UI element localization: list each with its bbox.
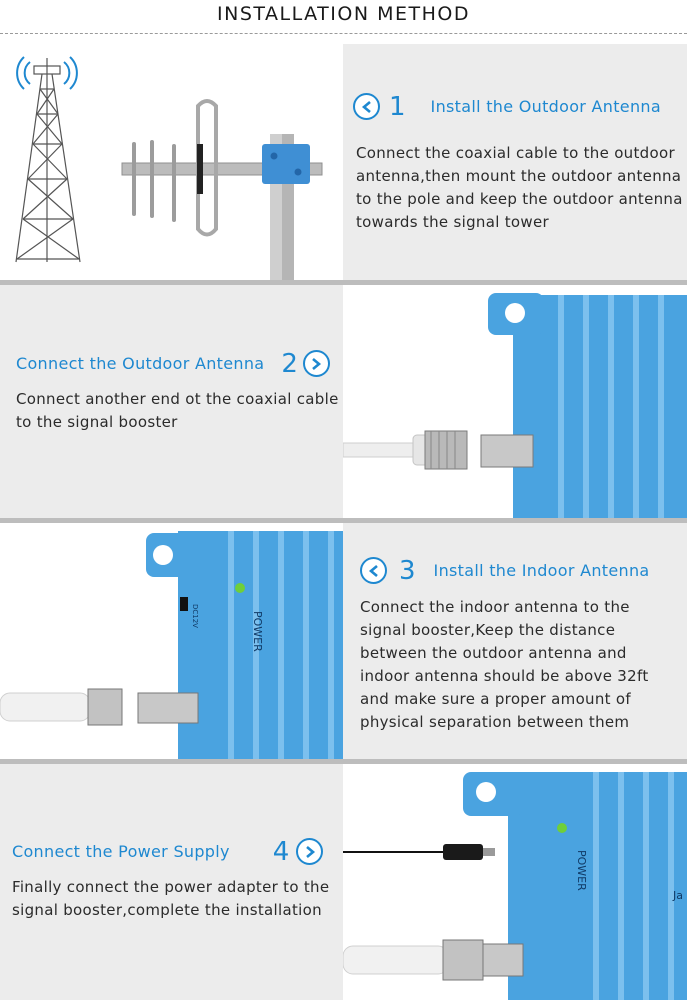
outdoor-connection-photo <box>343 285 687 518</box>
step-3-title: Install the Indoor Antenna <box>433 561 650 580</box>
arrow-right-circle-icon <box>303 350 330 377</box>
step-2-heading <box>16 350 330 377</box>
step-4-section <box>0 764 687 1000</box>
step-1-number: 1 <box>389 91 406 122</box>
arrow-right-circle-icon <box>296 838 323 865</box>
page-header <box>0 0 687 40</box>
step-1-heading <box>353 93 661 120</box>
tower-antenna-graphic <box>0 44 343 280</box>
power-connection-photo <box>343 764 687 1000</box>
brand-fragment: Ja <box>673 889 683 902</box>
step-4-description: Finally connect the power adapter to the signal booster,complete the installation <box>12 878 330 919</box>
step-2-number: 2 <box>281 348 298 379</box>
step-1-description: Connect the coaxial cable to the outdoor antenna,then mount the outdoor antenna to the pole and keep the outdoor antenna towards the signal tower <box>356 144 683 231</box>
step-4-number: 4 <box>272 836 290 867</box>
arrow-left-circle-icon <box>353 93 380 120</box>
step-4-heading <box>12 838 323 865</box>
arrow-left-circle-icon <box>360 557 387 584</box>
step-3-heading <box>360 557 650 584</box>
power-label: POWER <box>575 850 588 891</box>
step-4-text-panel <box>0 764 343 1000</box>
step-2-section <box>0 285 687 518</box>
booster-power-port-graphic <box>343 764 687 1000</box>
power-label: POWER <box>251 611 264 652</box>
step-4-title: Connect the Power Supply <box>12 842 230 861</box>
step-1-text-panel <box>343 44 687 280</box>
booster-indoor-port-graphic <box>0 523 343 759</box>
header-dashed-rule <box>0 33 687 34</box>
step-3-number: 3 <box>399 555 416 586</box>
step-3-text-panel <box>343 523 687 759</box>
tower-antenna-illustration <box>0 44 343 280</box>
dc-label: DC12V <box>191 604 199 628</box>
step-3-section <box>0 523 687 759</box>
page-title: INSTALLATION METHOD <box>217 3 470 25</box>
step-2-description: Connect another end ot the coaxial cable to the signal booster <box>16 390 339 431</box>
step-2-text-panel <box>0 285 343 518</box>
step-1-title: Install the Outdoor Antenna <box>430 97 661 116</box>
booster-outdoor-port-graphic <box>343 285 687 518</box>
indoor-connection-photo <box>0 523 343 759</box>
step-1-section <box>0 44 687 280</box>
step-3-description: Connect the indoor antenna to the signal booster,Keep the distance between the outdoor antenna and indoor antenna should be above 32ft and make sure a proper amount of physical separation between them <box>360 598 649 731</box>
step-2-title: Connect the Outdoor Antenna <box>16 354 265 373</box>
